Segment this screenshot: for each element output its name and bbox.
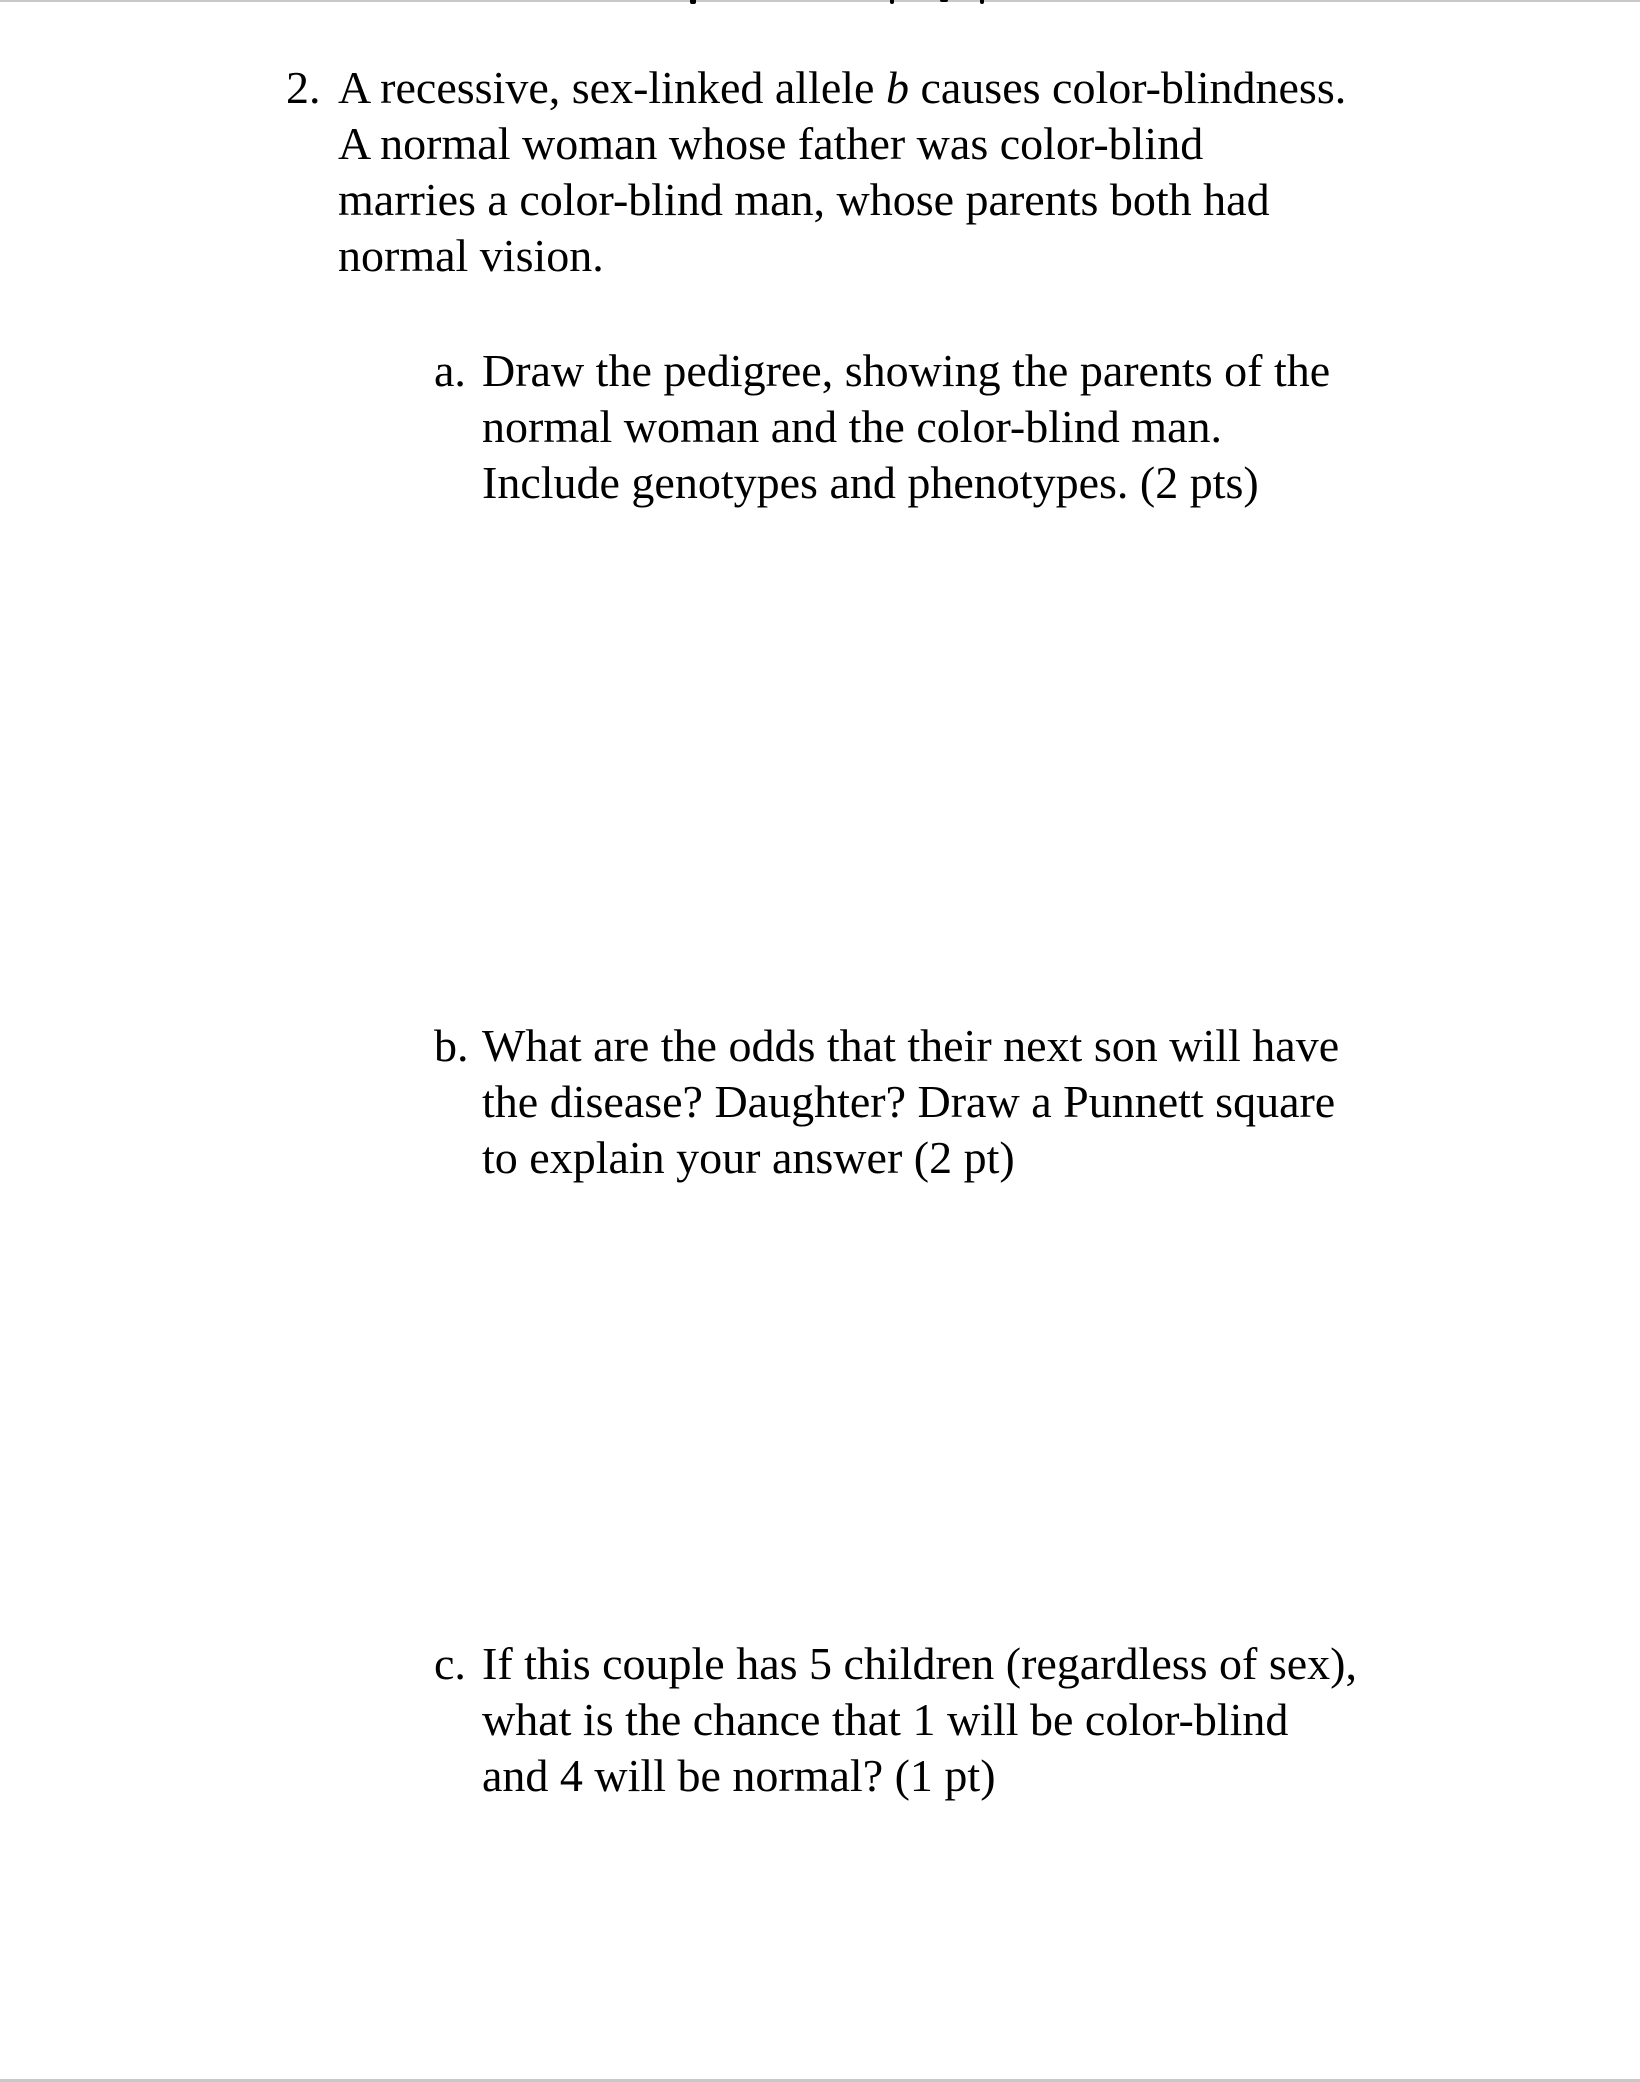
part-a-line-3: Include genotypes and phenotypes. (2 pts) (482, 457, 1259, 508)
part-c-line-3: and 4 will be normal? (1 pt) (482, 1750, 996, 1801)
part-c (434, 1636, 1454, 1804)
part-b (434, 1018, 1454, 1186)
part-b-line-2: the disease? Daughter? Draw a Punnett square (482, 1076, 1336, 1127)
question-line-3: marries a color-blind man, whose parents both had (338, 174, 1270, 225)
allele-symbol: b (885, 62, 909, 113)
question-number: 2. (286, 62, 321, 113)
part-b-line-1: What are the odds that their next son will have (482, 1020, 1340, 1071)
part-b-line-3: to explain your answer (2 pt) (482, 1132, 1015, 1183)
part-b-label: b. (434, 1020, 469, 1071)
part-a-line-1: Draw the pedigree, showing the parents of the (482, 345, 1331, 396)
part-a (434, 343, 1454, 511)
part-c-label: c. (434, 1638, 466, 1689)
question-line-2: A normal woman whose father was color-blind (338, 118, 1204, 169)
question-line-4: normal vision. (338, 230, 604, 281)
question-line-1: A recessive, sex-linked allele b causes color-blindness. (338, 62, 1347, 113)
part-c-line-1: If this couple has 5 children (regardless of sex), (482, 1638, 1357, 1689)
part-a-label: a. (434, 345, 466, 396)
part-c-line-2: what is the chance that 1 will be color-blind (482, 1694, 1289, 1745)
previous-text-fragment (640, 0, 1000, 6)
question-2 (286, 60, 1436, 284)
part-a-line-2: normal woman and the color-blind man. (482, 401, 1222, 452)
